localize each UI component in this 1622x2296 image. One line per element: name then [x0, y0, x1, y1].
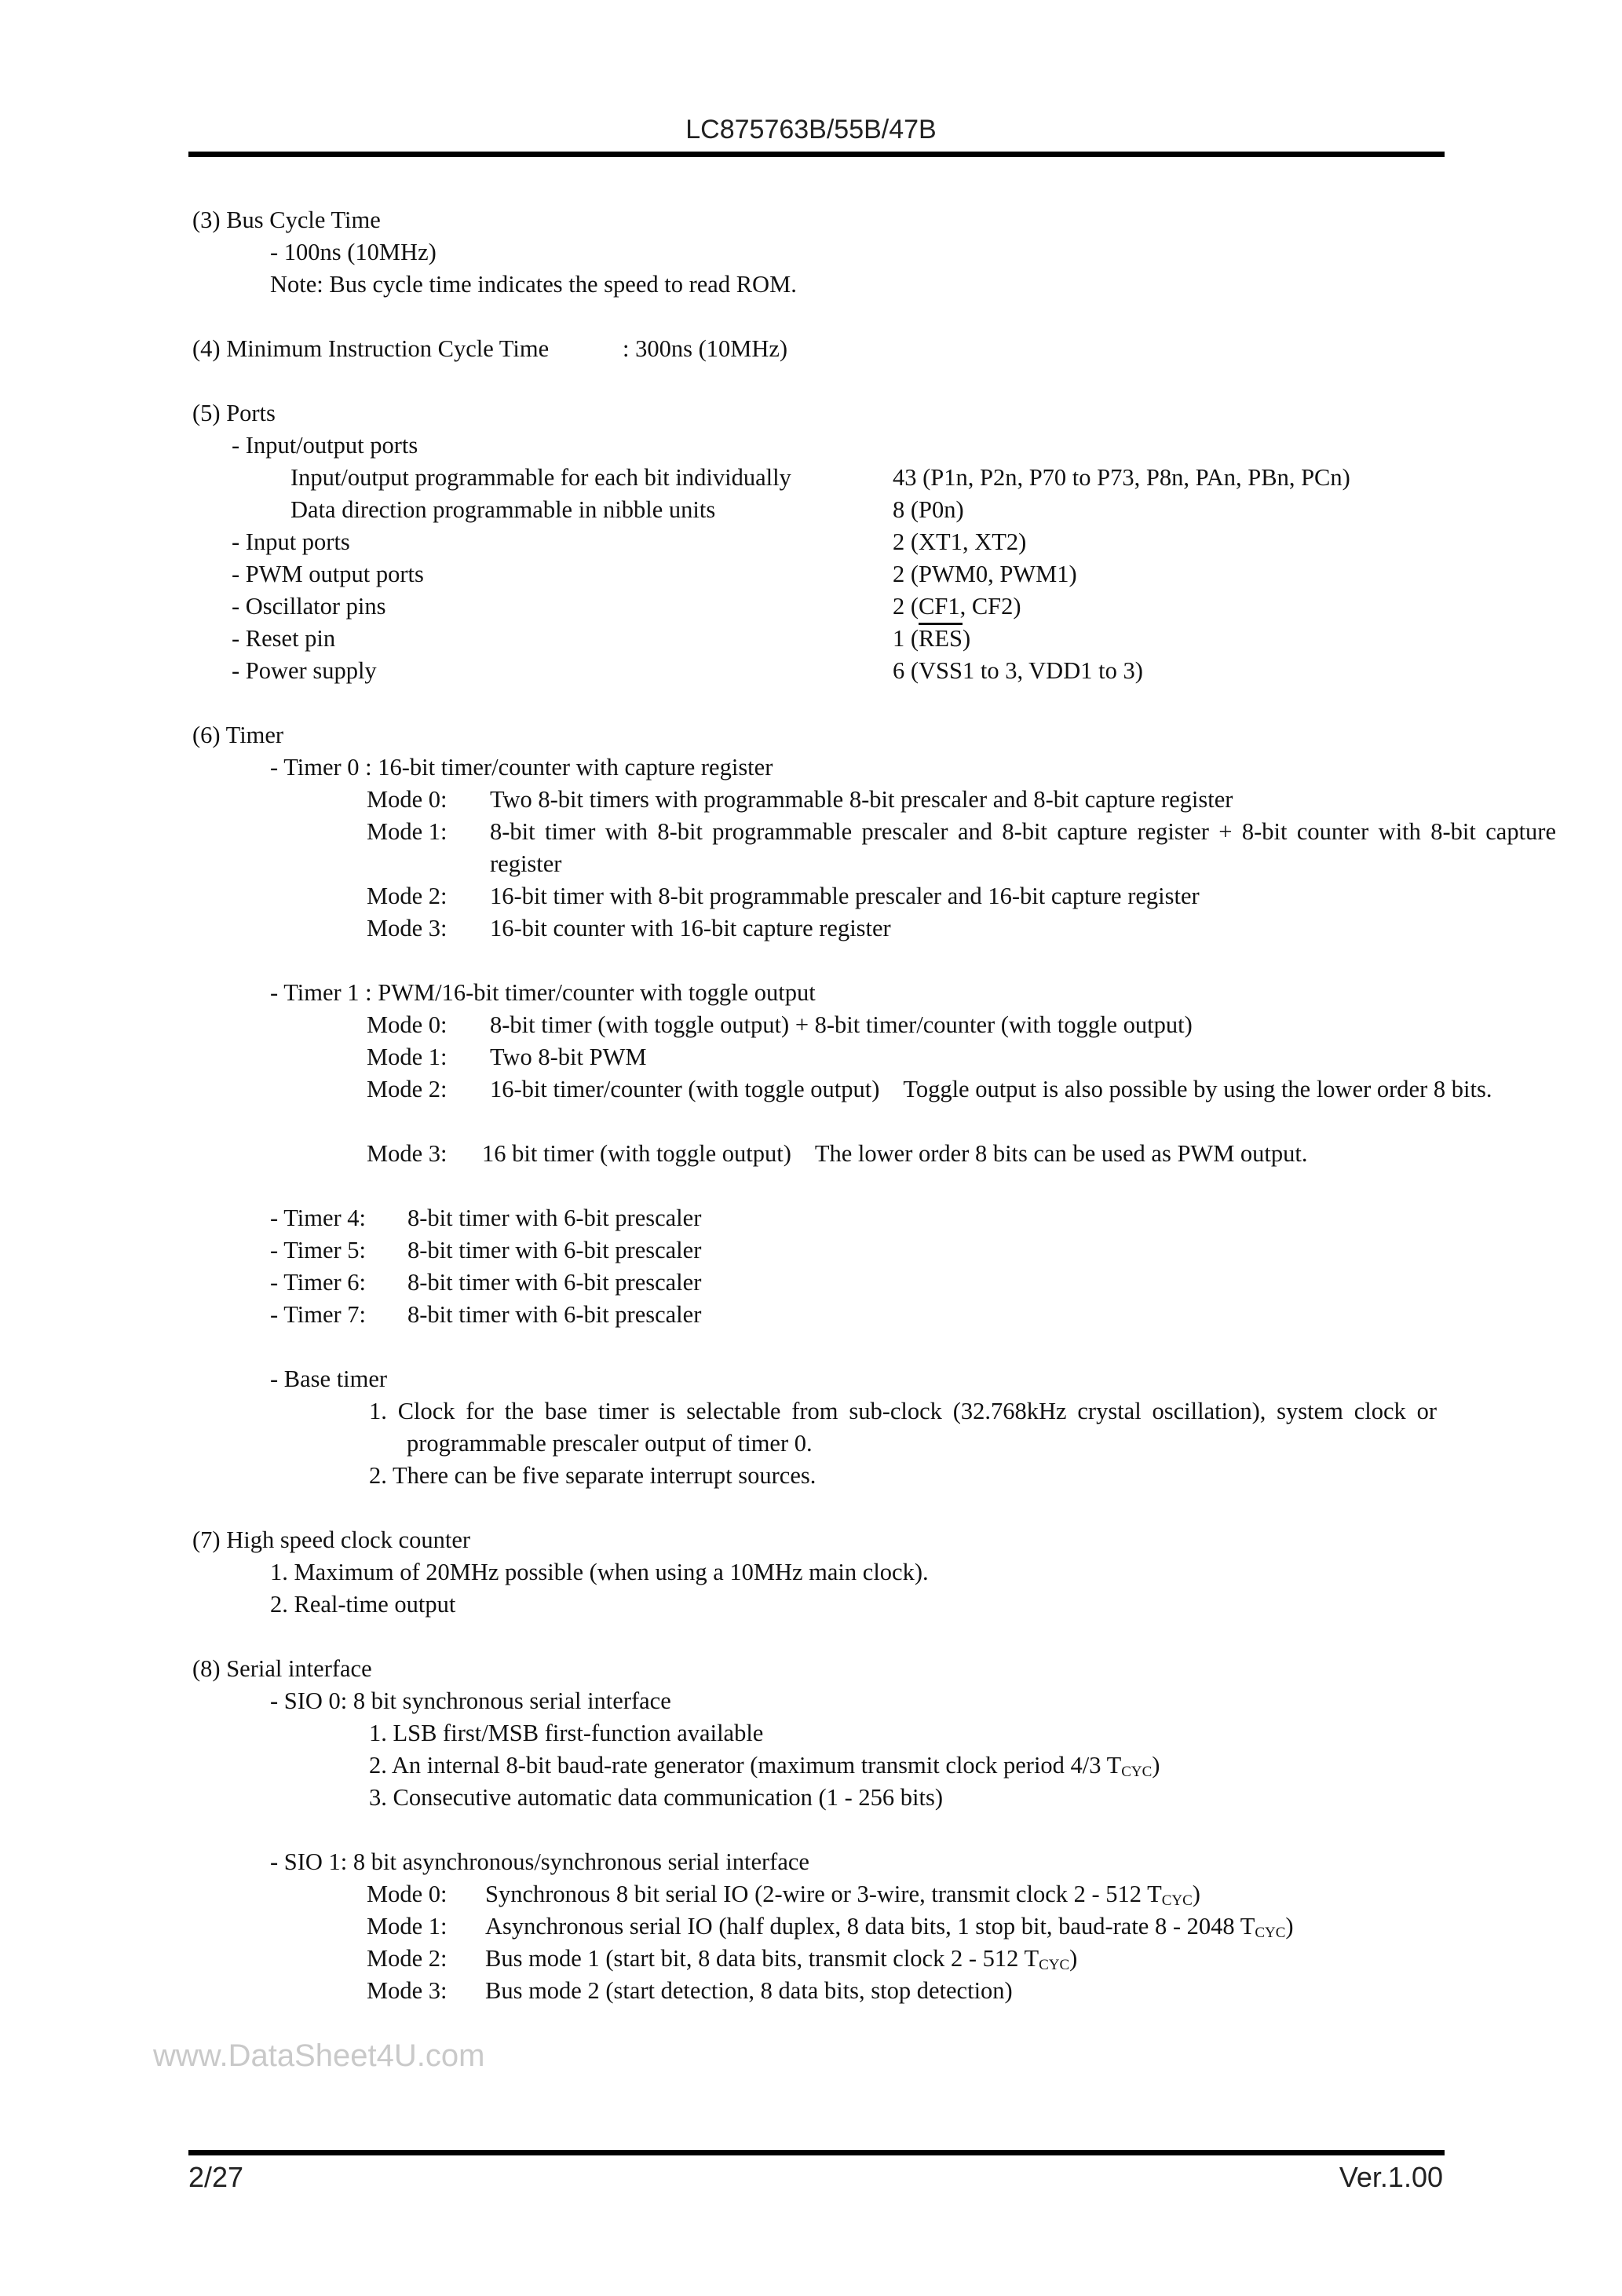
- port-row-label: Input/output programmable for each bit individually: [290, 464, 791, 491]
- port-row-label: - Power supply: [232, 657, 377, 684]
- section-3-note: Note: Bus cycle time indicates the speed to read ROM.: [270, 271, 797, 298]
- port-row-value: [893, 627, 970, 651]
- mode-text-main: Bus mode 1 (start bit, 8 data bits, transmit clock 2 - 512 T: [485, 1945, 1039, 1972]
- section-3-value: - 100ns (10MHz): [270, 239, 437, 265]
- section-4-title: (4) Minimum Instruction Cycle Time: [192, 335, 550, 362]
- mode-text: Bus mode 2 (start detection, 8 data bits, stop detection): [485, 1977, 1013, 2004]
- document-header-title: LC875763B/55B/47B: [685, 115, 937, 144]
- timer-label: - Timer 6:: [270, 1269, 367, 1296]
- port-row-label: - Oscillator pins: [232, 593, 386, 620]
- base-timer-item: [369, 1395, 1437, 1460]
- mode-label: Mode 0:: [367, 1881, 448, 1907]
- port-row-value: 2 (XT1, XT2): [893, 528, 1027, 555]
- section-8-title: (8) Serial interface: [192, 1655, 372, 1682]
- timer-label: - Timer 4:: [270, 1205, 367, 1231]
- port-row-value: 2 (CF1, CF2): [893, 593, 1021, 620]
- sio0-item: 1. LSB first/MSB first-function available: [369, 1720, 764, 1746]
- section-3-title: (3) Bus Cycle Time: [192, 207, 381, 233]
- sio0-title: - SIO 0: 8 bit synchronous serial interface: [270, 1687, 671, 1714]
- hscc-item: 1. Maximum of 20MHz possible (when using a 10MHz main clock).: [270, 1559, 929, 1585]
- mode-text-sub: CYC: [1255, 1925, 1286, 1941]
- timer-text: 8-bit timer with 6-bit prescaler: [407, 1269, 702, 1296]
- mode-label: Mode 2:: [367, 1076, 448, 1102]
- section-6-title: (6) Timer: [192, 722, 284, 748]
- sio0-item: 3. Consecutive automatic data communication (1 - 256 bits): [369, 1784, 943, 1811]
- mode-label: Mode 3:: [367, 915, 448, 941]
- sio0-item-tail: ): [1152, 1752, 1160, 1779]
- mode-label: Mode 0:: [367, 1011, 448, 1038]
- mode-text-main: Synchronous 8 bit serial IO (2-wire or 3-wire, transmit clock 2 - 512 T: [485, 1881, 1162, 1907]
- timer0-title: - Timer 0 : 16-bit timer/counter with capture register: [270, 754, 773, 781]
- reset-value-prefix: 1 (: [893, 625, 919, 652]
- mode-label: Mode 1:: [367, 1044, 448, 1070]
- mode-text: 16 bit timer (with toggle output) The lower order 8 bits can be used as PWM output.: [482, 1140, 1308, 1167]
- port-row-label: Data direction programmable in nibble units: [290, 496, 716, 523]
- mode-text-tail: ): [1069, 1945, 1078, 1972]
- timer-text: 8-bit timer with 6-bit prescaler: [407, 1301, 702, 1328]
- sio0-item-text: 2. An internal 8-bit baud-rate generator (maximum transmit clock period 4/3 T: [369, 1752, 1122, 1779]
- port-row-value: 6 (VSS1 to 3, VDD1 to 3): [893, 657, 1143, 684]
- mode-text-sub: CYC: [1161, 1892, 1193, 1909]
- mode-text: Two 8-bit PWM: [490, 1044, 647, 1070]
- timer-label: - Timer 7:: [270, 1301, 367, 1328]
- sio0-item: [369, 1753, 1160, 1778]
- io-ports-label: - Input/output ports: [232, 432, 418, 459]
- mode-label: Mode 1:: [367, 1913, 448, 1940]
- mode-text: 16-bit timer/counter (with toggle output) Toggle output is also possible by using the lower order 8 bits.: [490, 1076, 1492, 1102]
- mode-label: Mode 2:: [367, 1945, 448, 1972]
- mode-label: Mode 0:: [367, 786, 448, 813]
- page-number: 2/27: [188, 2161, 244, 2193]
- mode-text-tail: ): [1192, 1881, 1200, 1907]
- mode-text: 16-bit timer with 8-bit programmable prescaler and 16-bit capture register: [490, 883, 1200, 909]
- mode-label: Mode 3:: [367, 1977, 448, 2004]
- base-timer-title: - Base timer: [270, 1366, 388, 1392]
- base-timer-item: 2. There can be five separate interrupt sources.: [369, 1462, 816, 1489]
- port-row-label: - Input ports: [232, 528, 350, 555]
- port-row-value: 8 (P0n): [893, 496, 964, 523]
- timer-text: 8-bit timer with 6-bit prescaler: [407, 1205, 702, 1231]
- timer-label: - Timer 5:: [270, 1237, 367, 1263]
- mode-label: Mode 2:: [367, 883, 448, 909]
- mode-label: Mode 3:: [367, 1140, 448, 1167]
- mode-text: [485, 1947, 1077, 1971]
- section-7-title: (7) High speed clock counter: [192, 1526, 471, 1553]
- watermark-text: www.DataSheet4U.com: [153, 2038, 485, 2073]
- mode-label: Mode 1:: [367, 818, 448, 845]
- mode-text: [485, 1882, 1200, 1907]
- mode-text-main: Asynchronous serial IO (half duplex, 8 data bits, 1 stop bit, baud-rate 8 - 2048 T: [485, 1913, 1255, 1940]
- mode-text: 8-bit timer (with toggle output) + 8-bit timer/counter (with toggle output): [490, 1011, 1193, 1038]
- port-row-value: 2 (PWM0, PWM1): [893, 561, 1077, 587]
- version-label: Ver.1.00: [1339, 2161, 1443, 2193]
- mode-text-tail: ): [1285, 1913, 1294, 1940]
- mode-text: 8-bit timer with 8-bit programmable prescaler and 8-bit capture register + 8-bit counter with 8-bit capture register: [490, 818, 1556, 877]
- sio1-title: - SIO 1: 8 bit asynchronous/synchronous serial interface: [270, 1848, 809, 1875]
- timer1-title: - Timer 1 : PWM/16-bit timer/counter with toggle output: [270, 979, 816, 1006]
- base-timer-item-text: 1. Clock for the base timer is selectable from sub-clock (32.768kHz crystal oscillation), system clock or programmable prescaler output of timer 0.: [369, 1398, 1437, 1457]
- port-row-label: - Reset pin: [232, 625, 336, 652]
- mode-text-sub: CYC: [1039, 1957, 1070, 1973]
- reset-value-suffix: ): [962, 625, 971, 652]
- section-4-value: : 300ns (10MHz): [623, 335, 788, 362]
- header-rule: [188, 152, 1445, 157]
- mode-text: 16-bit counter with 16-bit capture register: [490, 915, 891, 941]
- hscc-item: 2. Real-time output: [270, 1591, 456, 1618]
- port-row-label: - PWM output ports: [232, 561, 424, 587]
- port-row-value: 43 (P1n, P2n, P70 to P73, P8n, PAn, PBn, PCn): [893, 464, 1350, 491]
- footer-rule: [188, 2150, 1445, 2155]
- mode-text: [485, 1914, 1294, 1939]
- section-5-title: (5) Ports: [192, 400, 276, 426]
- sio0-item-sub: CYC: [1121, 1764, 1153, 1780]
- timer-text: 8-bit timer with 6-bit prescaler: [407, 1237, 702, 1263]
- mode-text: Two 8-bit timers with programmable 8-bit prescaler and 8-bit capture register: [490, 786, 1233, 813]
- reset-value-overline: $\overline{RES}$: [919, 625, 963, 652]
